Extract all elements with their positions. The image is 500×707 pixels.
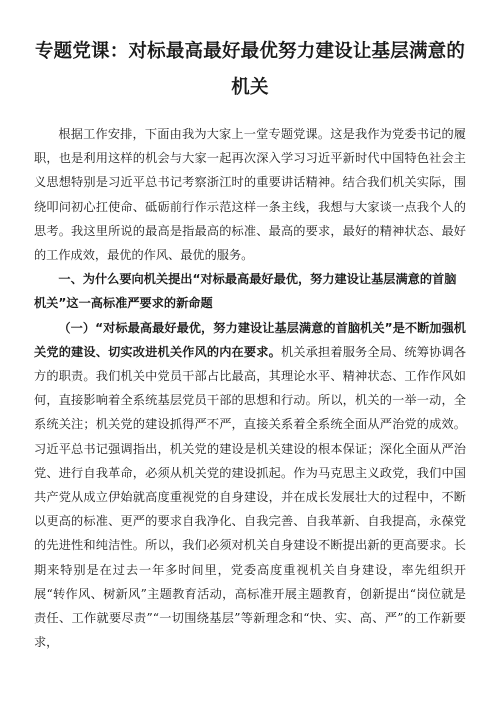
section-heading: 一、为什么要向机关提出“对标最高最好最优，努力建设让基层满意的首脑机关”这一高标准严要求的新命题 — [34, 272, 457, 311]
subsection-lead: （一）“对标最高最好最优，努力建设让基层满意的首脑机关”是不断加强机关党的建设、切实改进机关作风的内在要求。 — [34, 320, 466, 359]
intro-paragraph: 根据工作安排，下面由我为大家上一堂专题党课。这是我作为党委书记的履职，也是利用这样的机会与大家一起再次深入学习习近平新时代中国特色社会主义思想特别是习近平总书记考察浙江时的重要讲话精神。结合我们机关实际，围绕叩问初心扛使命、砥砺前行作示范这样一条主线，我想与大家谈一点我个人的思考。我这里所说的最高是指最高的标准、最高的要求，最好的精神状态、最好的工作成效，最优的作风、最优的服务。 — [34, 127, 466, 263]
subsection-body: 机关承担着服务全局、统筹协调各方的职责。我们机关中党员干部占比最高，其理论水平、精神状态、工作作风如何，直接影响着全系统基层党员干部的思想和行动。所以，机关的一举一动，全系统关注；机关党的建设抓得严不严，直接关系着全系统全面从严治党的成效。习近平总书记强调指出，机关党的建设是机关建设的根本保证；深化全面从严治党、进行自我革命，必须从机关党的建设抓起。作为马克思主义政党，我们中国共产党从成立伊始就高度重视党的自身建设，并在成长发展壮大的过程中，不断以更高的标准、更严的要求自我净化、自我完善、自我革新、自我提高，永葆党的先进性和纯洁性。所以，我们必须对机关自身建设不断提出新的更高要求。长期来特别是在过去一年多时间里，党委高度重视机关自身建设，率先组织开展“转作风、树新风”主题教育活动，高标准开展主题教育，创新提出“岗位就是责任、工作就要尽责”“一切围绕基层”等新理念和“快、实、高、严”的工作新要求， — [34, 344, 467, 650]
document-body — [34, 122, 466, 654]
subsection-paragraph — [34, 316, 466, 655]
document-title: 专题党课：对标最高最好最优努力建设让基层满意的机关 — [34, 41, 466, 98]
